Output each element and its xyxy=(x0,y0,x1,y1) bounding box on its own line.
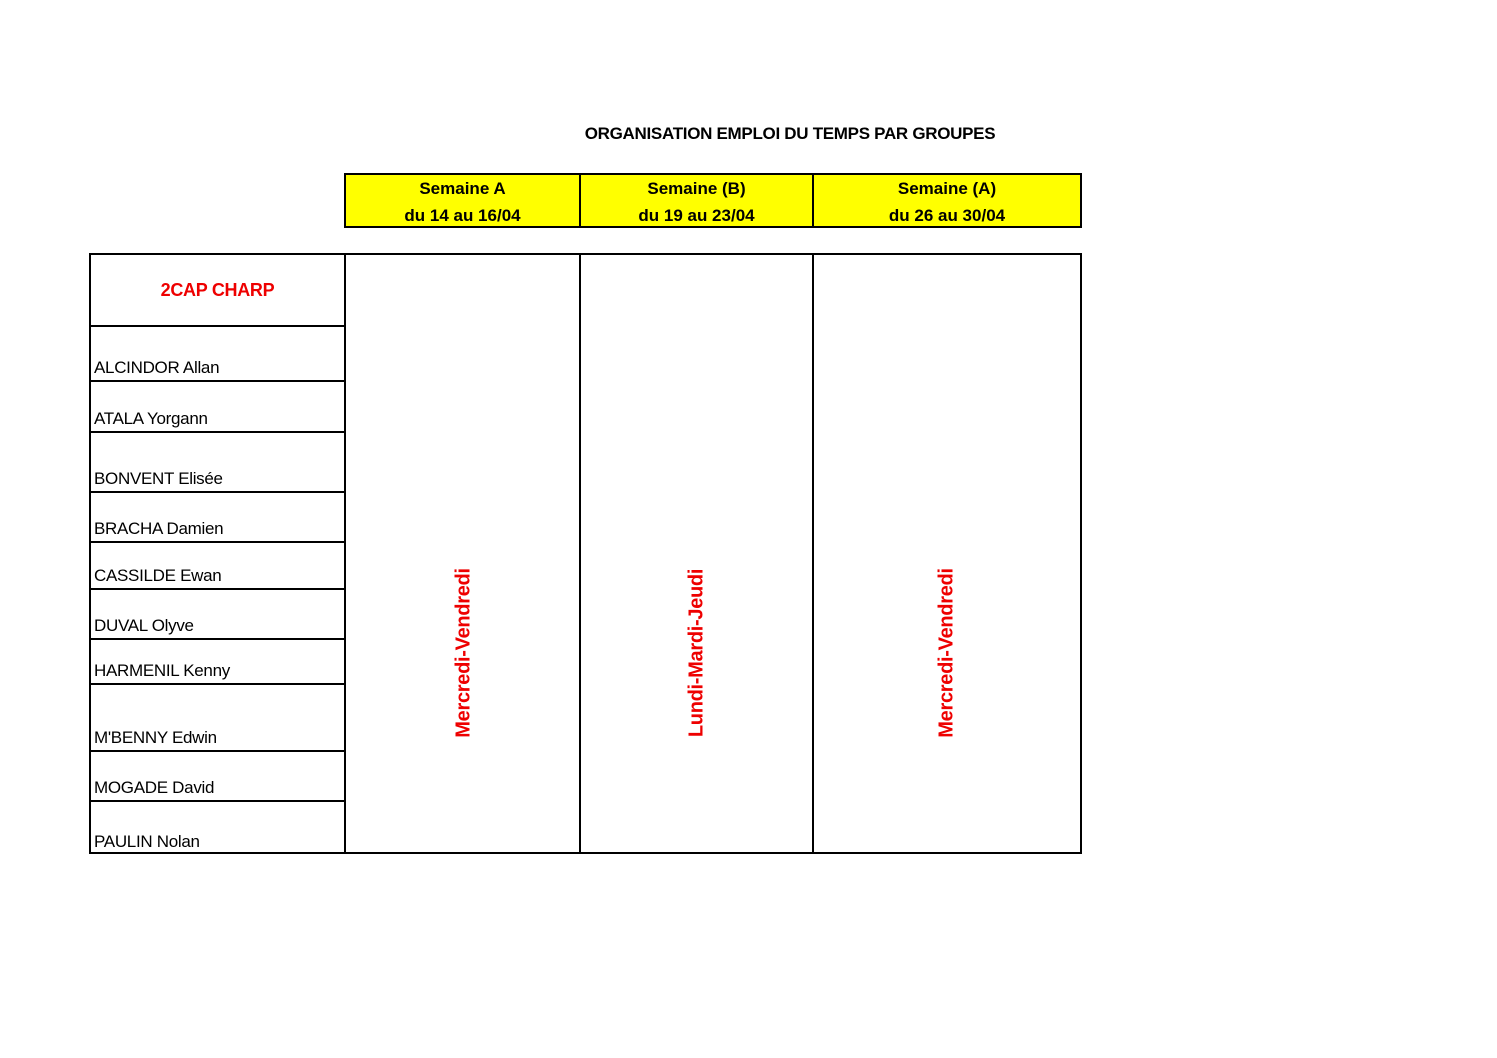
week-label: Semaine (B) xyxy=(647,179,746,198)
week-header-2 xyxy=(579,173,814,228)
week-label: Semaine A xyxy=(419,179,506,198)
schedule-cell-week-1 xyxy=(344,253,581,854)
schedule-days: Lundi-Mardi-Jeudi xyxy=(685,568,707,738)
student-row: M'BENNY Edwin xyxy=(91,685,344,752)
week-dates: du 14 au 16/04 xyxy=(404,206,521,225)
student-row: CASSILDE Ewan xyxy=(91,543,344,590)
group-name: 2CAP CHARP xyxy=(91,255,344,327)
schedule-days: Mercredi-Vendredi xyxy=(452,568,474,738)
week-header-1 xyxy=(344,173,581,228)
student-row: MOGADE David xyxy=(91,752,344,802)
schedule-days: Mercredi-Vendredi xyxy=(935,568,958,738)
student-row: BRACHA Damien xyxy=(91,493,344,543)
week-label: Semaine (A) xyxy=(897,179,997,198)
schedule-cell-week-3 xyxy=(812,253,1082,854)
week-header-3 xyxy=(812,173,1082,228)
student-row: HARMENIL Kenny xyxy=(91,640,344,685)
student-row: DUVAL Olyve xyxy=(91,590,344,640)
week-dates: du 19 au 23/04 xyxy=(638,206,755,225)
student-row: ATALA Yorgann xyxy=(91,382,344,433)
schedule-cell-week-2 xyxy=(579,253,814,854)
student-row: PAULIN Nolan xyxy=(94,832,200,851)
student-row: ALCINDOR Allan xyxy=(91,327,344,382)
student-row: BONVENT Elisée xyxy=(91,433,344,493)
page-title: ORGANISATION EMPLOI DU TEMPS PAR GROUPES xyxy=(584,124,996,143)
week-dates: du 26 au 30/04 xyxy=(888,206,1006,225)
student-list xyxy=(89,253,346,854)
